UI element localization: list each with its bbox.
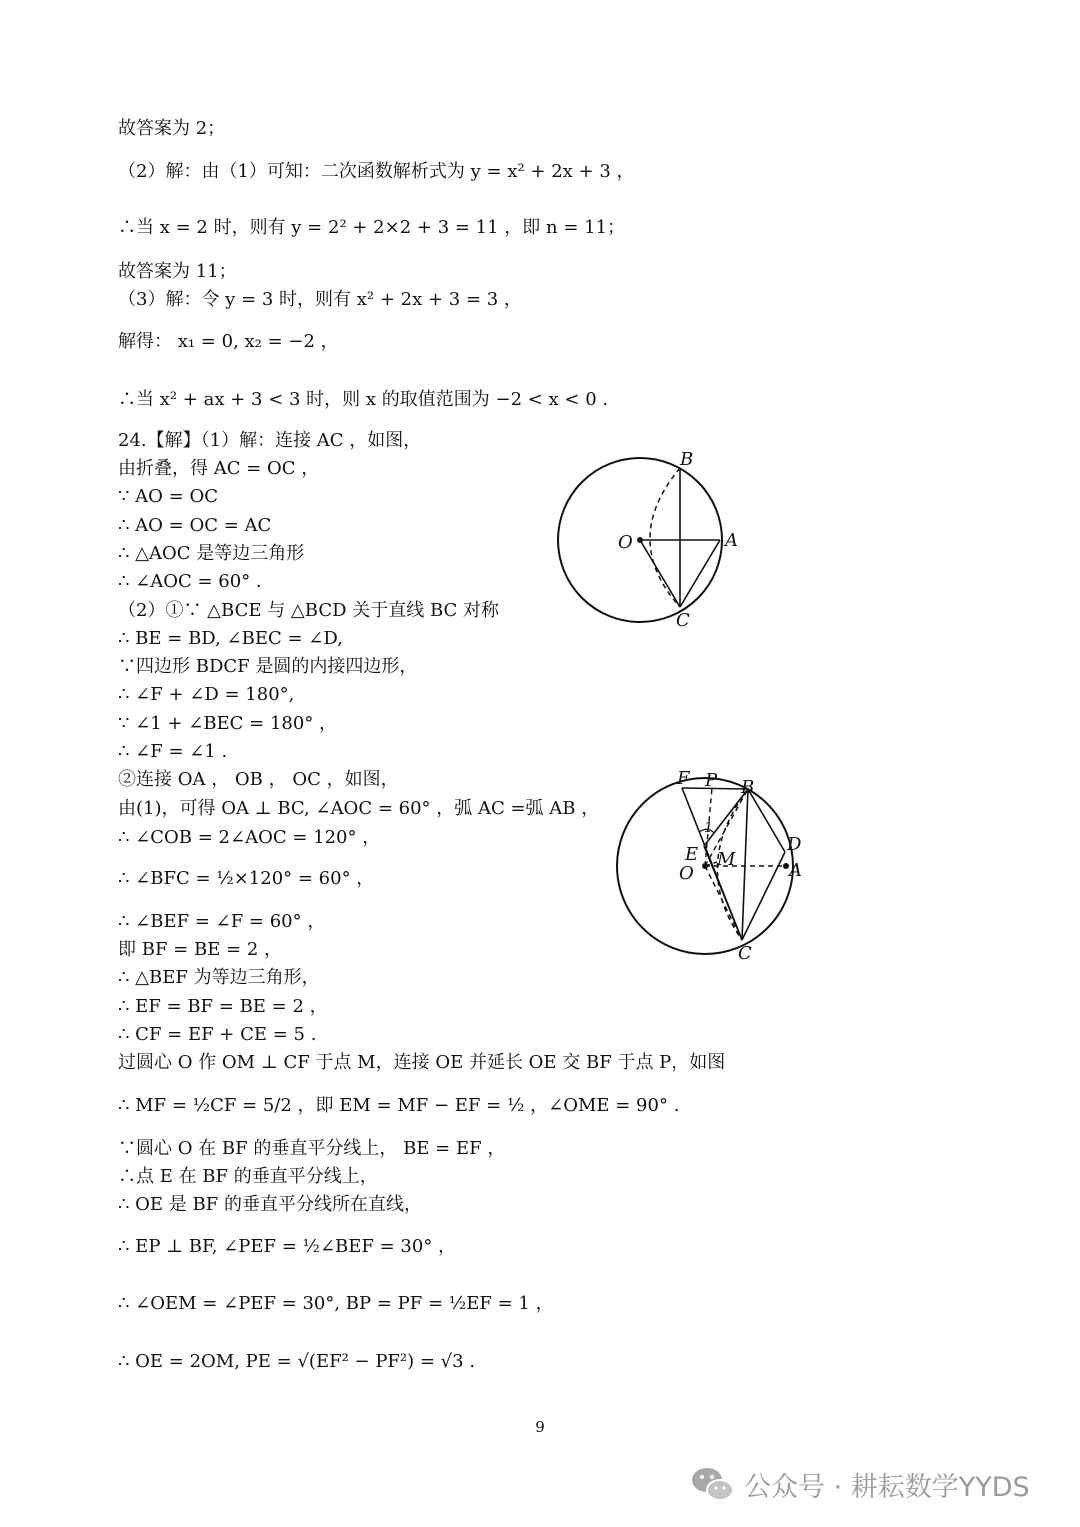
fig1-label: O — [618, 532, 633, 553]
text-line: ∵ ∠1 + ∠BEC = 180° ， — [118, 713, 338, 734]
text-line: ∴当 x = 2 时，则有 y = 2² + 2×2 + 3 = 11 ，即 n = 11； — [118, 217, 626, 238]
text-line: ∴ OE = 2OM, PE = √(EF² − PF²) = √3 . — [118, 1351, 476, 1372]
text-line: ∴ BE = BD, ∠BEC = ∠D, — [118, 628, 343, 649]
text-line: ∴ ∠F + ∠D = 180°, — [118, 684, 295, 705]
text-line: （2）①∵ △BCE 与 △BCD 关于直线 BC 对称 — [118, 600, 500, 621]
text-line: ∴ ∠F = ∠1 . — [118, 741, 228, 762]
fig2-label: B — [741, 777, 755, 798]
text-line: ∴ EF = BF = BE = 2 ， — [118, 996, 328, 1017]
fig2-label: F — [677, 768, 690, 789]
text-line: ∴ ∠OEM = ∠PEF = 30°, BP = PF = ½EF = 1 ， — [118, 1293, 554, 1314]
fig2-label: P — [705, 770, 718, 791]
text-line: 解得： x₁ = 0, x₂ = −2 ， — [118, 331, 339, 352]
watermark-text: 公众号 · 耕耘数学YYDS — [744, 1471, 1030, 1503]
wechat-icon — [690, 1464, 736, 1504]
text-line: ∵ AO = OC — [118, 486, 218, 507]
fig1-label: A — [725, 530, 738, 551]
text-line: 即 BF = BE = 2 ， — [118, 939, 283, 960]
text-line: 24.【解】（1）解：连接 AC ，如图， — [118, 430, 422, 451]
page-number: 9 — [535, 1418, 545, 1436]
fig2-label: C — [738, 943, 752, 964]
text-line: 过圆心 O 作 OM ⊥ CF 于点 M，连接 OE 并延长 OE 交 BF 于点 P，如图 — [118, 1052, 726, 1073]
text-line: （3）解：令 y = 3 时，则有 x² + 2x + 3 = 3 ， — [118, 289, 522, 310]
fig2-label: M — [717, 849, 736, 870]
text-line: ∴ MF = ½CF = 5/2 ，即 EM = MF − EF = ½ ，∠OME = 90° . — [118, 1095, 680, 1116]
fig1-label: B — [680, 449, 694, 470]
text-line: ∴当 x² + ax + 3 < 3 时，则 x 的取值范围为 −2 < x < 0 . — [118, 389, 609, 410]
fig2-label: E — [685, 844, 699, 865]
text-line: （2）解：由（1）可知：二次函数解析式为 y = x² + 2x + 3 ， — [118, 161, 635, 182]
text-line: 由折叠，得 AC = OC ， — [118, 458, 320, 479]
text-line: ∴ AO = OC = AC — [118, 515, 272, 536]
text-line: ②连接 OA ， OB ， OC ，如图， — [118, 769, 399, 790]
text-line: ∴ △BEF 为等边三角形， — [118, 967, 320, 988]
text-line: ∵圆心 O 在 BF 的垂直平分线上， BE = EF ， — [118, 1138, 506, 1159]
text-line: ∴ EP ⊥ BF, ∠PEF = ½∠BEF = 30° ， — [118, 1236, 457, 1257]
fig1-label: C — [676, 610, 690, 631]
text-line: ∴ ∠BEF = ∠F = 60° ， — [118, 911, 326, 932]
fig2-label: 1 — [704, 820, 713, 836]
watermark — [690, 1462, 1060, 1506]
text-line: ∴ CF = EF + CE = 5 . — [118, 1024, 317, 1045]
text-line: 故答案为 11； — [118, 261, 237, 282]
text-line: 由(1)，可得 OA ⊥ BC, ∠AOC = 60° ，弧 AC =弧 AB ， — [118, 798, 600, 819]
circle-figure-1 — [550, 445, 750, 635]
text-line: ∴ OE 是 BF 的垂直平分线所在直线， — [118, 1194, 422, 1215]
text-line: ∴ ∠AOC = 60° . — [118, 571, 262, 592]
text-line: ∵四边形 BDCF 是圆的内接四边形， — [118, 656, 418, 677]
circle-figure-2 — [610, 762, 810, 967]
text-line: 故答案为 2； — [118, 118, 226, 139]
text-line: ∴ △AOC 是等边三角形 — [118, 543, 305, 564]
text-line: ∴ ∠COB = 2∠AOC = 120° ， — [118, 827, 381, 848]
fig2-label: A — [789, 860, 802, 881]
fig2-label: O — [679, 863, 694, 884]
text-line: ∴ ∠BFC = ½×120° = 60° ， — [118, 868, 375, 889]
text-line: ∴点 E 在 BF 的垂直平分线上， — [118, 1166, 378, 1187]
fig2-label: D — [787, 834, 802, 855]
